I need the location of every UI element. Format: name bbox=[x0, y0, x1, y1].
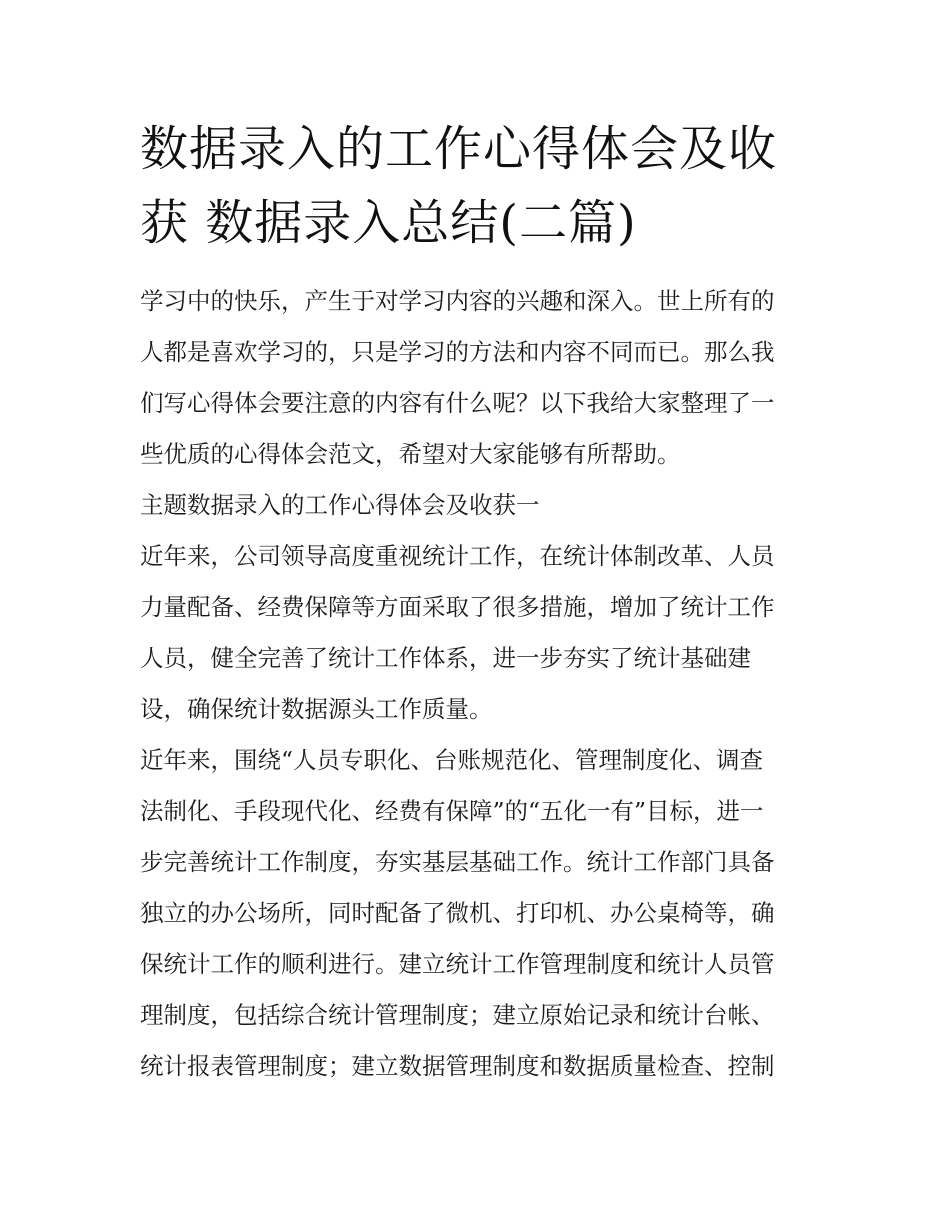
paragraph-line: 力量配备、经费保障等方面采取了很多措施，增加了统计工作 bbox=[140, 593, 775, 621]
paragraph-line: 统计报表管理制度；建立数据管理制度和数据质量检查、控制 bbox=[140, 1052, 775, 1080]
paragraph-line: 保统计工作的顺利进行。建立统计工作管理制度和统计人员管 bbox=[140, 950, 775, 978]
paragraph-line: 独立的办公场所，同时配备了微机、打印机、办公桌椅等，确 bbox=[140, 899, 775, 927]
paragraph-line: 法制化、手段现代化、经费有保障”的“五化一有”目标，进一 bbox=[140, 797, 764, 825]
title-line: 数据录入的工作心得体会及收 bbox=[140, 121, 778, 177]
section-heading: 主题数据录入的工作心得体会及收获一 bbox=[140, 491, 540, 519]
intro-line: 学习中的快乐，产生于对学习内容的兴趣和深入。世上所有的 bbox=[140, 287, 775, 315]
paragraph-line: 人员，健全完善了统计工作体系，进一步夯实了统计基础建 bbox=[140, 644, 751, 672]
intro-line: 们写心得体会要注意的内容有什么呢？以下我给大家整理了一 bbox=[140, 389, 775, 417]
intro-line: 人都是喜欢学习的，只是学习的方法和内容不同而已。那么我 bbox=[140, 338, 775, 366]
intro-line: 些优质的心得体会范文，希望对大家能够有所帮助。 bbox=[140, 440, 681, 468]
paragraph-line: 步完善统计工作制度，夯实基层基础工作。统计工作部门具备 bbox=[140, 848, 775, 876]
paragraph-line: 近年来，公司领导高度重视统计工作，在统计体制改革、人员 bbox=[140, 542, 775, 570]
paragraph-line: 设，确保统计数据源头工作质量。 bbox=[140, 695, 493, 723]
document-title bbox=[140, 112, 820, 260]
paragraph-line: 近年来，围绕“人员专职化、台账规范化、管理制度化、调查 bbox=[140, 746, 764, 774]
paragraph-line: 理制度，包括综合统计管理制度；建立原始记录和统计台帐、 bbox=[140, 1001, 775, 1029]
title-line: 获 数据录入总结(二篇) bbox=[140, 195, 637, 251]
document-body bbox=[140, 279, 820, 1095]
